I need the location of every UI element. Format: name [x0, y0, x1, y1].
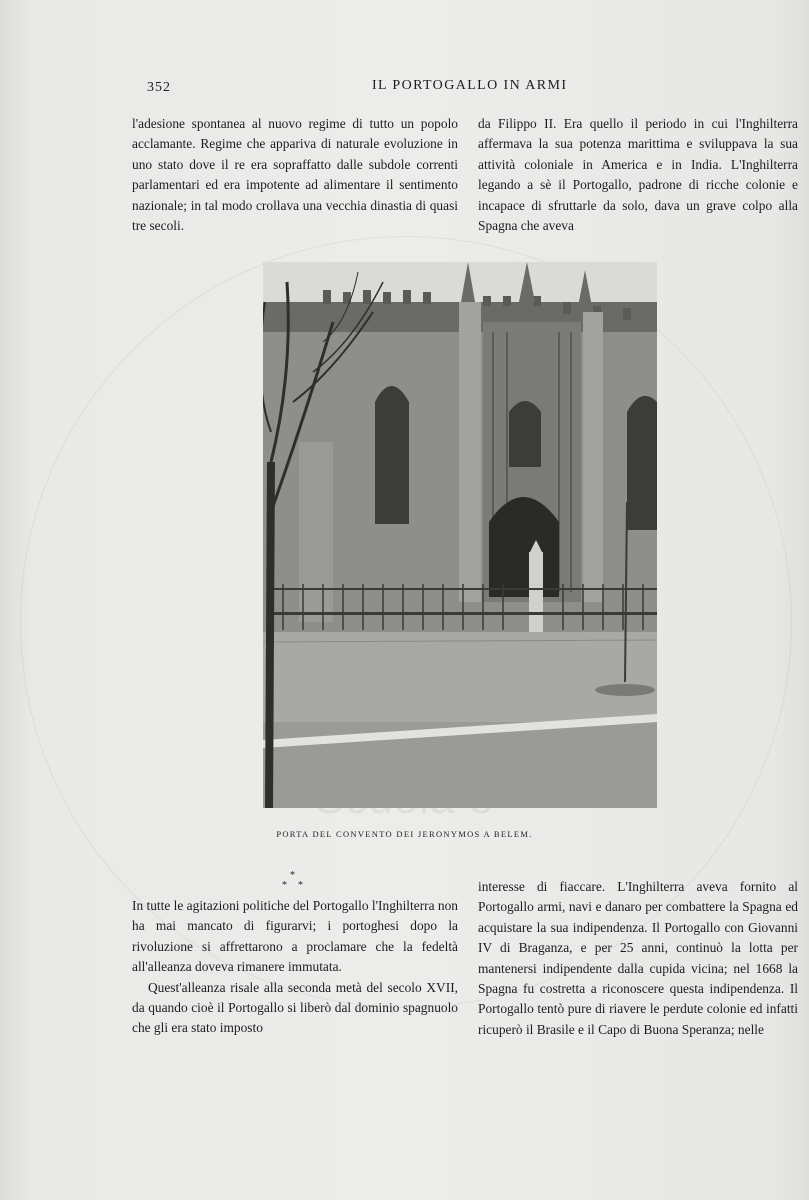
top-right-column — [478, 114, 798, 236]
paragraph: Quest'alleanza risale alla seconda metà del secolo XVII, da quando cioè il Portogallo si liberò dal dominio spagnuolo che gli era stato imposto — [132, 979, 458, 1036]
paragraph: In tutte le agitazioni politiche del Portogallo l'Inghilterra non ha mai mancato di figurarvi; i portoghesi dopo la rivoluzione si affrettarono a proclamare che la fedeltà all'alleanza doveva rimanere immutata. — [132, 898, 458, 975]
section-break-asterism: * * * — [282, 870, 303, 891]
top-left-column — [132, 114, 458, 236]
paragraph: interesse di fiaccare. L'Inghilterra aveva fornito al Portogallo armi, navi e danaro per combattere la Spagna ed acquistare la sua indipendenza. Il Portogallo con Giovanni IV di Braganza, e per 25 anni, continuò la lotta per mantenersi indipendente dalla cupida vicina; nel 1668 la Spagna fu costretta a riconoscere questa indipendenza. Il Portogallo tentò pure di riavere le perdute colonie ed infatti ricuperò il Brasile e il Capo di Buona Speranza; nelle — [478, 879, 798, 1037]
running-title: IL PORTOGALLO IN ARMI — [372, 78, 568, 93]
figure-caption: PORTA DEL CONVENTO DEI JERONYMOS A BELEM. — [276, 829, 533, 839]
convent-portal-photograph — [263, 262, 657, 808]
page-number: 352 — [147, 80, 171, 95]
bottom-right-column — [478, 877, 798, 1040]
bottom-left-column — [132, 896, 458, 1039]
paragraph: l'adesione spontanea al nuovo regime di tutto un popolo acclamante. Regime che appariva di naturale evoluzione in uno stato dove il re era sopraffatto dalle subdole correnti parlamentari ed era impotente ad alimentare il sentimento nazionale; in tal modo crollava una vecchia dinastia di quasi tre secoli. — [132, 116, 458, 234]
paragraph: da Filippo II. Era quello il periodo in cui l'Inghilterra affermava la sua potenza marittima e sviluppava la sua attività coloniale in America e in India. L'Inghilterra legando a sè il Portogallo, padrone di ricche colonie e incapace di sfruttarle da solo, dava un grave colpo alla Spagna che aveva — [478, 116, 798, 234]
